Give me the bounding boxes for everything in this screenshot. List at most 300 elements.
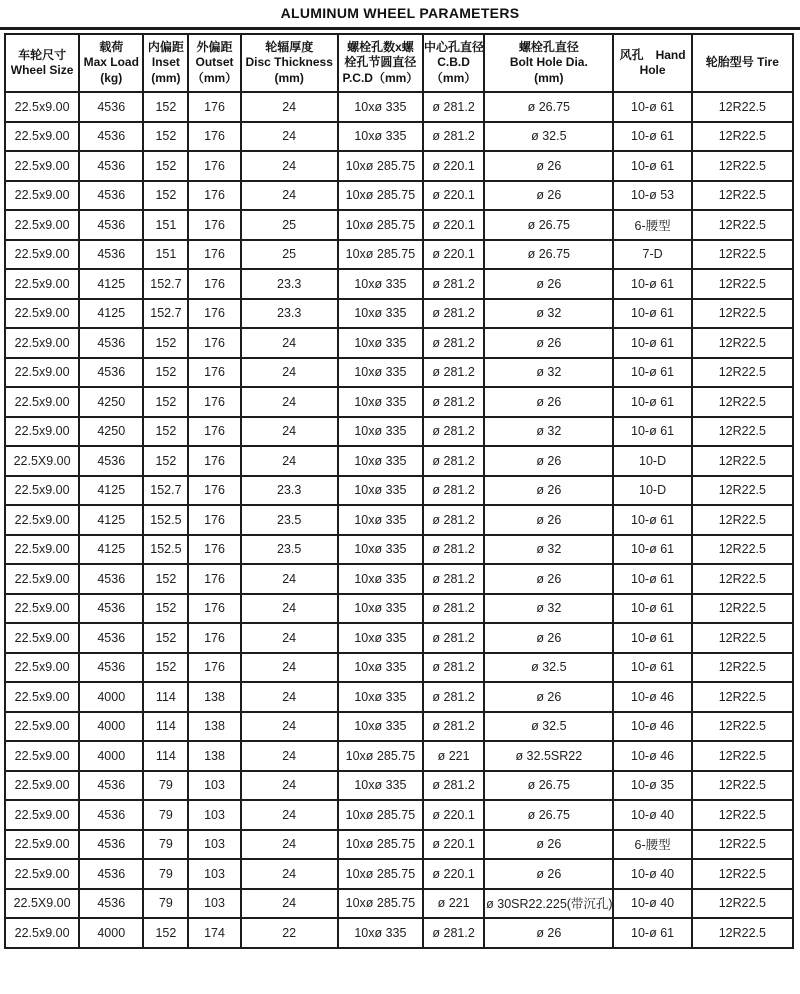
cell-outset: 176 [188, 476, 240, 506]
cell-disc-thickness: 24 [241, 564, 338, 594]
cell-inset: 114 [143, 712, 188, 742]
column-header-line: (mm) [534, 70, 564, 85]
cell-inset: 79 [143, 889, 188, 919]
cell-cbd: ø 281.2 [423, 535, 484, 565]
cell-inset: 152 [143, 564, 188, 594]
cell-tire: 12R22.5 [692, 240, 793, 270]
cell-wheel-size: 22.5x9.00 [5, 269, 79, 299]
cell-max-load: 4536 [79, 564, 143, 594]
cell-pcd: 10xø 285.75 [338, 830, 423, 860]
table-row [5, 682, 793, 712]
cell-cbd: ø 221 [423, 741, 484, 771]
cell-outset: 176 [188, 328, 240, 358]
table-row [5, 240, 793, 270]
cell-hand-hole: 10-ø 40 [613, 859, 691, 889]
cell-disc-thickness: 24 [241, 122, 338, 152]
column-header-line: (kg) [100, 70, 123, 85]
cell-cbd: ø 281.2 [423, 505, 484, 535]
cell-tire: 12R22.5 [692, 564, 793, 594]
cell-inset: 152 [143, 328, 188, 358]
cell-disc-thickness: 24 [241, 181, 338, 211]
cell-hand-hole: 10-ø 40 [613, 800, 691, 830]
page-title: ALUMINUM WHEEL PARAMETERS [280, 5, 520, 21]
column-header-outset [188, 34, 240, 92]
cell-wheel-size: 22.5x9.00 [5, 535, 79, 565]
cell-hand-hole: 10-D [613, 476, 691, 506]
cell-bolt-hole-dia: ø 26 [484, 446, 613, 476]
cell-pcd: 10xø 285.75 [338, 181, 423, 211]
cell-cbd: ø 281.2 [423, 387, 484, 417]
cell-wheel-size: 22.5x9.00 [5, 830, 79, 860]
cell-max-load: 4000 [79, 741, 143, 771]
cell-outset: 103 [188, 830, 240, 860]
column-header-line: Disc Thickness [245, 55, 333, 70]
cell-bolt-hole-dia: ø 32 [484, 417, 613, 447]
wheel-parameters-table [4, 33, 794, 949]
cell-disc-thickness: 24 [241, 92, 338, 122]
cell-disc-thickness: 25 [241, 240, 338, 270]
cell-outset: 138 [188, 712, 240, 742]
title-divider [0, 27, 800, 30]
table-row [5, 299, 793, 329]
column-header-disc-thickness [241, 34, 338, 92]
cell-hand-hole: 10-ø 46 [613, 741, 691, 771]
column-header-line: 栓孔节圆直径 [344, 55, 417, 70]
cell-cbd: ø 281.2 [423, 712, 484, 742]
cell-disc-thickness: 23.3 [241, 299, 338, 329]
cell-wheel-size: 22.5x9.00 [5, 417, 79, 447]
table-row [5, 771, 793, 801]
cell-disc-thickness: 24 [241, 594, 338, 624]
cell-pcd: 10xø 285.75 [338, 240, 423, 270]
cell-hand-hole: 10-ø 61 [613, 564, 691, 594]
table-row [5, 181, 793, 211]
table-row [5, 830, 793, 860]
cell-cbd: ø 220.1 [423, 210, 484, 240]
cell-pcd: 10xø 335 [338, 328, 423, 358]
cell-cbd: ø 281.2 [423, 653, 484, 683]
cell-cbd: ø 220.1 [423, 859, 484, 889]
column-header-line: Wheel Size [10, 63, 74, 77]
cell-hand-hole: 10-ø 61 [613, 918, 691, 948]
cell-outset: 176 [188, 240, 240, 270]
cell-wheel-size: 22.5x9.00 [5, 476, 79, 506]
cell-bolt-hole-dia: ø 32.5 [484, 653, 613, 683]
column-header-pcd [338, 34, 423, 92]
cell-max-load: 4125 [79, 269, 143, 299]
cell-inset: 151 [143, 210, 188, 240]
column-header-line: 螺栓孔数x螺 [347, 39, 414, 54]
cell-disc-thickness: 24 [241, 151, 338, 181]
cell-wheel-size: 22.5x9.00 [5, 712, 79, 742]
cell-disc-thickness: 22 [241, 918, 338, 948]
cell-tire: 12R22.5 [692, 122, 793, 152]
cell-tire: 12R22.5 [692, 918, 793, 948]
cell-max-load: 4536 [79, 92, 143, 122]
cell-cbd: ø 220.1 [423, 151, 484, 181]
cell-outset: 176 [188, 564, 240, 594]
cell-inset: 152.7 [143, 269, 188, 299]
column-header-line: Inset [151, 55, 180, 70]
cell-pcd: 10xø 335 [338, 358, 423, 388]
cell-inset: 152 [143, 92, 188, 122]
cell-disc-thickness: 23.5 [241, 505, 338, 535]
cell-tire: 12R22.5 [692, 741, 793, 771]
cell-bolt-hole-dia: ø 26.75 [484, 240, 613, 270]
column-header-line: (mm) [274, 70, 304, 85]
column-header-line: 螺栓孔直径 [518, 39, 579, 54]
cell-hand-hole: 10-ø 61 [613, 328, 691, 358]
column-header-line: 外偏距 [196, 39, 233, 54]
column-header-line: 内偏距 [147, 39, 184, 54]
cell-disc-thickness: 24 [241, 859, 338, 889]
cell-max-load: 4000 [79, 682, 143, 712]
cell-outset: 176 [188, 92, 240, 122]
cell-hand-hole: 10-ø 61 [613, 387, 691, 417]
cell-outset: 103 [188, 800, 240, 830]
cell-bolt-hole-dia: ø 32 [484, 299, 613, 329]
cell-outset: 176 [188, 594, 240, 624]
cell-outset: 176 [188, 387, 240, 417]
cell-outset: 176 [188, 505, 240, 535]
cell-hand-hole: 10-ø 61 [613, 269, 691, 299]
cell-outset: 176 [188, 535, 240, 565]
cell-cbd: ø 281.2 [423, 476, 484, 506]
cell-hand-hole: 10-ø 61 [613, 535, 691, 565]
cell-wheel-size: 22.5X9.00 [5, 446, 79, 476]
cell-wheel-size: 22.5x9.00 [5, 358, 79, 388]
cell-cbd: ø 221 [423, 889, 484, 919]
cell-bolt-hole-dia: ø 26 [484, 151, 613, 181]
cell-hand-hole: 10-ø 61 [613, 623, 691, 653]
table-row [5, 564, 793, 594]
cell-max-load: 4536 [79, 800, 143, 830]
cell-hand-hole: 10-ø 53 [613, 181, 691, 211]
column-header-line: （mm） [191, 70, 238, 85]
cell-pcd: 10xø 335 [338, 476, 423, 506]
cell-bolt-hole-dia: ø 26.75 [484, 210, 613, 240]
cell-pcd: 10xø 335 [338, 446, 423, 476]
cell-bolt-hole-dia: ø 32.5 [484, 712, 613, 742]
cell-pcd: 10xø 335 [338, 269, 423, 299]
cell-cbd: ø 220.1 [423, 800, 484, 830]
cell-pcd: 10xø 335 [338, 712, 423, 742]
cell-max-load: 4536 [79, 594, 143, 624]
cell-inset: 151 [143, 240, 188, 270]
cell-cbd: ø 281.2 [423, 564, 484, 594]
cell-outset: 176 [188, 181, 240, 211]
table-row [5, 889, 793, 919]
column-header-cbd [423, 34, 484, 92]
table-row [5, 800, 793, 830]
cell-bolt-hole-dia: ø 26 [484, 269, 613, 299]
cell-tire: 12R22.5 [692, 800, 793, 830]
column-header-line: 轮辐厚度 [265, 39, 314, 54]
cell-wheel-size: 22.5x9.00 [5, 181, 79, 211]
cell-outset: 176 [188, 358, 240, 388]
cell-pcd: 10xø 335 [338, 417, 423, 447]
cell-wheel-size: 22.5x9.00 [5, 240, 79, 270]
cell-bolt-hole-dia: ø 26 [484, 918, 613, 948]
cell-wheel-size: 22.5x9.00 [5, 151, 79, 181]
cell-bolt-hole-dia: ø 26.75 [484, 800, 613, 830]
cell-tire: 12R22.5 [692, 653, 793, 683]
cell-bolt-hole-dia: ø 32 [484, 535, 613, 565]
table-row [5, 712, 793, 742]
cell-disc-thickness: 23.5 [241, 535, 338, 565]
cell-disc-thickness: 24 [241, 800, 338, 830]
cell-cbd: ø 281.2 [423, 358, 484, 388]
cell-hand-hole: 7-D [613, 240, 691, 270]
cell-outset: 176 [188, 653, 240, 683]
table-row [5, 505, 793, 535]
cell-inset: 152 [143, 623, 188, 653]
cell-hand-hole: 10-ø 61 [613, 358, 691, 388]
cell-wheel-size: 22.5x9.00 [5, 800, 79, 830]
cell-cbd: ø 281.2 [423, 92, 484, 122]
cell-wheel-size: 22.5x9.00 [5, 122, 79, 152]
cell-bolt-hole-dia: ø 26 [484, 623, 613, 653]
cell-cbd: ø 220.1 [423, 240, 484, 270]
cell-wheel-size: 22.5x9.00 [5, 387, 79, 417]
cell-bolt-hole-dia: ø 32.5SR22 [484, 741, 613, 771]
cell-cbd: ø 281.2 [423, 328, 484, 358]
cell-wheel-size: 22.5x9.00 [5, 505, 79, 535]
cell-hand-hole: 6-腰型 [613, 210, 691, 240]
column-header-wheel-size [5, 34, 79, 92]
cell-max-load: 4250 [79, 417, 143, 447]
cell-inset: 152 [143, 417, 188, 447]
cell-hand-hole: 10-ø 61 [613, 151, 691, 181]
cell-tire: 12R22.5 [692, 181, 793, 211]
cell-cbd: ø 281.2 [423, 682, 484, 712]
cell-pcd: 10xø 285.75 [338, 210, 423, 240]
column-header-hand-hole [613, 34, 691, 92]
cell-max-load: 4000 [79, 918, 143, 948]
cell-max-load: 4536 [79, 623, 143, 653]
cell-cbd: ø 220.1 [423, 830, 484, 860]
cell-max-load: 4536 [79, 653, 143, 683]
cell-inset: 114 [143, 682, 188, 712]
cell-max-load: 4000 [79, 712, 143, 742]
cell-bolt-hole-dia: ø 26 [484, 564, 613, 594]
table-row [5, 358, 793, 388]
table-row [5, 122, 793, 152]
cell-wheel-size: 22.5x9.00 [5, 210, 79, 240]
cell-hand-hole: 10-ø 46 [613, 712, 691, 742]
cell-tire: 12R22.5 [692, 358, 793, 388]
cell-hand-hole: 10-ø 61 [613, 299, 691, 329]
cell-max-load: 4536 [79, 889, 143, 919]
cell-tire: 12R22.5 [692, 92, 793, 122]
cell-pcd: 10xø 285.75 [338, 151, 423, 181]
cell-tire: 12R22.5 [692, 387, 793, 417]
cell-disc-thickness: 24 [241, 889, 338, 919]
cell-outset: 176 [188, 417, 240, 447]
cell-outset: 103 [188, 771, 240, 801]
column-header-bolt-hole-dia [484, 34, 613, 92]
cell-wheel-size: 22.5X9.00 [5, 889, 79, 919]
cell-cbd: ø 281.2 [423, 594, 484, 624]
table-row [5, 741, 793, 771]
cell-max-load: 4536 [79, 210, 143, 240]
cell-pcd: 10xø 335 [338, 535, 423, 565]
cell-outset: 176 [188, 151, 240, 181]
cell-pcd: 10xø 335 [338, 299, 423, 329]
cell-pcd: 10xø 335 [338, 122, 423, 152]
cell-cbd: ø 281.2 [423, 623, 484, 653]
cell-outset: 176 [188, 269, 240, 299]
cell-disc-thickness: 24 [241, 771, 338, 801]
cell-tire: 12R22.5 [692, 623, 793, 653]
cell-bolt-hole-dia: ø 26.75 [484, 771, 613, 801]
cell-disc-thickness: 24 [241, 446, 338, 476]
cell-pcd: 10xø 285.75 [338, 889, 423, 919]
column-header-line: Hole [639, 63, 666, 77]
column-header-line: Outset [195, 55, 234, 70]
cell-tire: 12R22.5 [692, 859, 793, 889]
table-row [5, 594, 793, 624]
table-body [5, 92, 793, 948]
cell-pcd: 10xø 285.75 [338, 859, 423, 889]
cell-max-load: 4536 [79, 446, 143, 476]
cell-inset: 152.5 [143, 505, 188, 535]
cell-outset: 103 [188, 889, 240, 919]
cell-hand-hole: 10-ø 61 [613, 594, 691, 624]
table-row [5, 623, 793, 653]
cell-disc-thickness: 23.3 [241, 269, 338, 299]
cell-outset: 176 [188, 623, 240, 653]
cell-tire: 12R22.5 [692, 269, 793, 299]
table-row [5, 535, 793, 565]
cell-cbd: ø 281.2 [423, 299, 484, 329]
cell-bolt-hole-dia: ø 26 [484, 682, 613, 712]
column-header-line: P.C.D（mm） [342, 70, 419, 85]
cell-pcd: 10xø 335 [338, 564, 423, 594]
cell-bolt-hole-dia: ø 26 [484, 181, 613, 211]
cell-tire: 12R22.5 [692, 535, 793, 565]
cell-tire: 12R22.5 [692, 210, 793, 240]
cell-disc-thickness: 24 [241, 417, 338, 447]
cell-inset: 152 [143, 358, 188, 388]
cell-pcd: 10xø 335 [338, 653, 423, 683]
cell-max-load: 4250 [79, 387, 143, 417]
cell-outset: 174 [188, 918, 240, 948]
cell-disc-thickness: 24 [241, 387, 338, 417]
cell-max-load: 4536 [79, 240, 143, 270]
cell-max-load: 4536 [79, 151, 143, 181]
cell-inset: 114 [143, 741, 188, 771]
cell-max-load: 4536 [79, 122, 143, 152]
column-header-line: 中心孔直径 [424, 39, 485, 54]
header-row [5, 34, 793, 92]
cell-bolt-hole-dia: ø 26 [484, 328, 613, 358]
cell-max-load: 4125 [79, 535, 143, 565]
cell-inset: 152.5 [143, 535, 188, 565]
cell-max-load: 4536 [79, 830, 143, 860]
cell-inset: 152.7 [143, 476, 188, 506]
cell-bolt-hole-dia: ø 26 [484, 505, 613, 535]
cell-disc-thickness: 23.3 [241, 476, 338, 506]
cell-max-load: 4125 [79, 505, 143, 535]
cell-pcd: 10xø 335 [338, 623, 423, 653]
cell-tire: 12R22.5 [692, 712, 793, 742]
cell-pcd: 10xø 335 [338, 771, 423, 801]
cell-wheel-size: 22.5x9.00 [5, 328, 79, 358]
cell-wheel-size: 22.5x9.00 [5, 771, 79, 801]
cell-bolt-hole-dia: ø 32 [484, 594, 613, 624]
cell-outset: 103 [188, 859, 240, 889]
cell-wheel-size: 22.5x9.00 [5, 594, 79, 624]
cell-wheel-size: 22.5x9.00 [5, 682, 79, 712]
cell-hand-hole: 10-D [613, 446, 691, 476]
table-row [5, 859, 793, 889]
column-header-line: 风孔 Hand [619, 47, 686, 62]
cell-pcd: 10xø 335 [338, 682, 423, 712]
cell-wheel-size: 22.5x9.00 [5, 299, 79, 329]
column-header-line: Max Load [83, 55, 139, 70]
cell-inset: 152 [143, 446, 188, 476]
cell-wheel-size: 22.5x9.00 [5, 918, 79, 948]
table-row [5, 92, 793, 122]
column-header-inset [143, 34, 188, 92]
cell-outset: 176 [188, 210, 240, 240]
cell-pcd: 10xø 335 [338, 918, 423, 948]
cell-tire: 12R22.5 [692, 682, 793, 712]
cell-tire: 12R22.5 [692, 446, 793, 476]
cell-disc-thickness: 24 [241, 741, 338, 771]
cell-inset: 152 [143, 594, 188, 624]
cell-tire: 12R22.5 [692, 299, 793, 329]
cell-hand-hole: 10-ø 40 [613, 889, 691, 919]
column-header-line: 车轮尺寸 [18, 47, 67, 62]
cell-cbd: ø 281.2 [423, 269, 484, 299]
cell-pcd: 10xø 285.75 [338, 741, 423, 771]
cell-wheel-size: 22.5x9.00 [5, 564, 79, 594]
table-row [5, 210, 793, 240]
cell-max-load: 4536 [79, 771, 143, 801]
cell-disc-thickness: 25 [241, 210, 338, 240]
cell-wheel-size: 22.5x9.00 [5, 741, 79, 771]
cell-cbd: ø 281.2 [423, 122, 484, 152]
cell-hand-hole: 10-ø 61 [613, 417, 691, 447]
cell-cbd: ø 281.2 [423, 771, 484, 801]
table-row [5, 417, 793, 447]
cell-tire: 12R22.5 [692, 594, 793, 624]
cell-inset: 79 [143, 830, 188, 860]
cell-inset: 152 [143, 387, 188, 417]
cell-tire: 12R22.5 [692, 771, 793, 801]
table-row [5, 151, 793, 181]
cell-disc-thickness: 24 [241, 358, 338, 388]
cell-tire: 12R22.5 [692, 476, 793, 506]
cell-bolt-hole-dia: ø 26.75 [484, 92, 613, 122]
cell-max-load: 4125 [79, 299, 143, 329]
cell-cbd: ø 281.2 [423, 417, 484, 447]
cell-inset: 152 [143, 151, 188, 181]
cell-inset: 79 [143, 859, 188, 889]
cell-outset: 138 [188, 741, 240, 771]
table-row [5, 653, 793, 683]
cell-tire: 12R22.5 [692, 505, 793, 535]
cell-inset: 79 [143, 800, 188, 830]
column-header-tire [692, 34, 793, 92]
column-header-line: （mm） [430, 70, 477, 85]
table-row [5, 476, 793, 506]
cell-hand-hole: 6-腰型 [613, 830, 691, 860]
cell-inset: 152 [143, 653, 188, 683]
cell-bolt-hole-dia: ø 26 [484, 859, 613, 889]
